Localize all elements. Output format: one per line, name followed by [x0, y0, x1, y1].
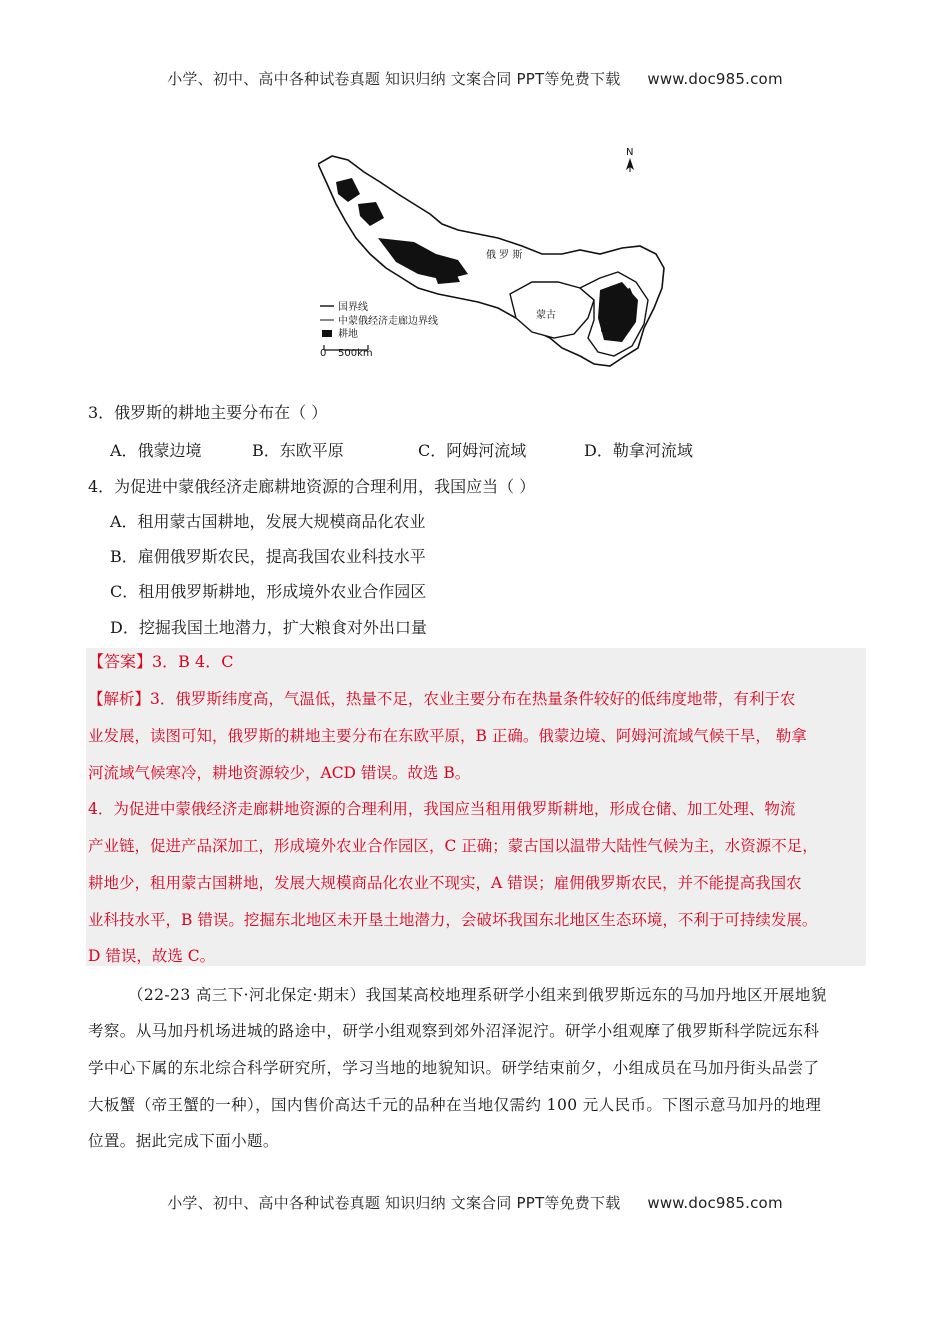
explanation-line: 4．为促进中蒙俄经济走廊耕地资源的合理利用，我国应当租用俄罗斯耕地，形成仓储、加工处理、物流: [88, 800, 796, 818]
passage-line: （22-23 高三下·河北保定·期末）我国某高校地理系研学小组来到俄罗斯远东的马加丹地区开展地貌: [128, 986, 827, 1004]
north-arrow-icon: [626, 158, 634, 172]
map-label-china: 中国: [600, 326, 620, 337]
header-site-link[interactable]: www.doc985.com: [647, 70, 783, 88]
q4-option-d[interactable]: D．挖掘我国土地潜力，扩大粮食对外出口量: [110, 618, 427, 637]
passage-line: 学中心下属的东北综合科学研究所，学习当地的地貌知识。研学结束前夕，小组成员在马加丹街头品尝了: [88, 1059, 820, 1077]
corridor-map: [318, 142, 670, 382]
q4-option-c[interactable]: C．租用俄罗斯耕地，形成境外农业合作园区: [110, 582, 427, 601]
q4-option-b[interactable]: B．雇佣俄罗斯农民，提高我国农业科技水平: [110, 547, 426, 566]
q3-option-d[interactable]: D．勒拿河流域: [584, 441, 693, 460]
header-text: 小学、初中、高中各种试卷真题 知识归纳 文案合同 PPT等免费下载: [167, 70, 621, 88]
explanation-line: 河流域气候寒冷，耕地资源较少，ACD 错误。故选 B。: [88, 764, 471, 782]
q3-option-a[interactable]: A．俄蒙边境: [110, 441, 202, 460]
explanation-line: 业发展，读图可知，俄罗斯的耕地主要分布在东欧平原，B 正确。俄蒙边境、阿姆河流域气候干旱， 勒拿: [88, 727, 807, 745]
map-figure: [318, 142, 670, 382]
legend-farmland-label: 耕地: [338, 329, 358, 340]
explanation-line: 业科技水平，B 错误。挖掘东北地区未开垦土地潜力，会破坏我国东北地区生态环境，不利于可持续发展。: [88, 911, 818, 929]
page-header: [0, 68, 950, 89]
explanation-line: 产业链，促进产品深加工，形成境外农业合作园区，C 正确；蒙古国以温带大陆性气候为主，水资源不足，: [88, 837, 818, 855]
legend-corridor-label: 中蒙俄经济走廊边界线: [338, 316, 438, 327]
legend-border-label: 国界线: [338, 302, 368, 313]
explanation-line: 耕地少，租用蒙古国耕地，发展大规模商品化农业不现实，A 错误；雇佣俄罗斯农民，并不能提高我国农: [88, 874, 802, 892]
scale-label: 500km: [338, 348, 373, 359]
map-label-mongolia: 蒙古: [536, 310, 556, 321]
map-legend: [320, 300, 438, 359]
passage-line: 大板蟹（帝王蟹的一种），国内售价高达千元的品种在当地仅需约 100 元人民币。下图示意马加丹的地理: [88, 1096, 822, 1114]
passage-line: 位置。据此完成下面小题。: [88, 1132, 279, 1150]
answer-key: 【答案】3．B 4．C: [88, 652, 234, 671]
q3-option-c[interactable]: C．阿姆河流域: [418, 441, 527, 460]
page-footer: [0, 1192, 950, 1213]
footer-text: 小学、初中、高中各种试卷真题 知识归纳 文案合同 PPT等免费下载: [167, 1194, 621, 1212]
explanation-line: 【解析】3．俄罗斯纬度高，气温低，热量不足，农业主要分布在热量条件较好的低纬度地带，有利于农: [88, 690, 796, 708]
passage-line: 考察。从马加丹机场进城的路途中，研学小组观察到郊外沼泽泥泞。研学小组观摩了俄罗斯科学院远东科: [88, 1022, 820, 1040]
q3-stem: 3．俄罗斯的耕地主要分布在（ ）: [88, 403, 328, 422]
scale-zero: 0: [320, 348, 327, 359]
q4-option-a[interactable]: A．租用蒙古国耕地，发展大规模商品化农业: [110, 512, 426, 531]
q3-option-b[interactable]: B．东欧平原: [252, 441, 344, 460]
map-label-russia: 俄 罗 斯: [486, 250, 523, 261]
footer-site-link[interactable]: www.doc985.com: [647, 1194, 783, 1212]
q4-stem: 4．为促进中蒙俄经济走廊耕地资源的合理利用，我国应当（ ）: [88, 477, 536, 496]
explanation-line: D 错误，故选 C。: [88, 947, 216, 965]
north-label: N: [626, 147, 634, 158]
